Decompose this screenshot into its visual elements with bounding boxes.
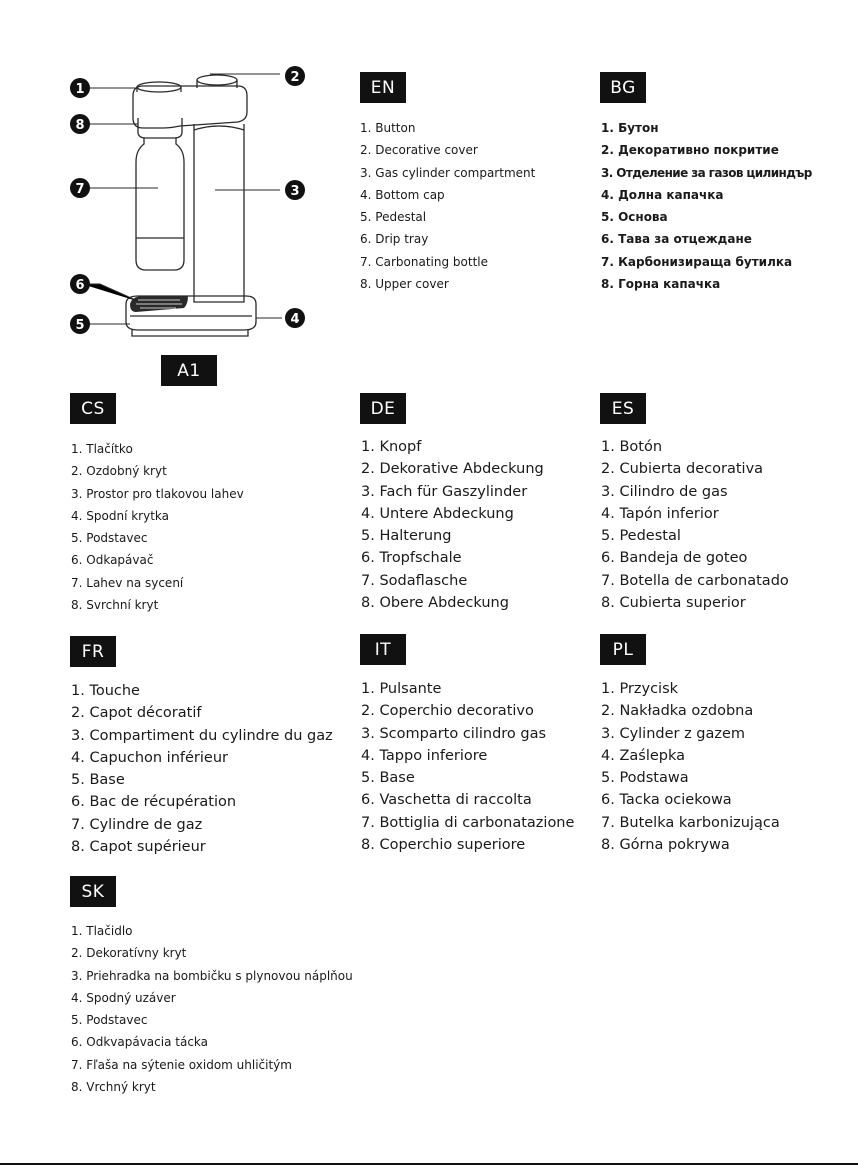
- product-diagram: [60, 60, 320, 350]
- list-item: 6. Tacka ociekowa: [601, 792, 732, 809]
- list-item: 3. Gas cylinder compartment: [360, 165, 536, 180]
- callout-markers: [70, 66, 305, 334]
- list-item: 4. Spodný uzáver: [71, 990, 176, 1005]
- list-item: 3. Cylinder z gazem: [601, 725, 746, 742]
- list-item: 5. Halterung: [361, 528, 452, 545]
- list-item: 4. Spodní krytka: [71, 508, 169, 523]
- section-tag-fr: FR: [70, 636, 116, 667]
- section-tag-es: ES: [600, 393, 646, 424]
- list-item: 8. Obere Abdeckung: [361, 595, 509, 612]
- list-item: 3. Priehradka na bombičku s plynovou náplňou: [71, 968, 353, 983]
- parts-list-fr: [71, 680, 333, 858]
- figure-label: A1: [161, 355, 217, 386]
- list-item: 6. Vaschetta di raccolta: [361, 792, 532, 809]
- list-item: 7. Botella de carbonatado: [601, 572, 789, 589]
- list-item: 3. Prostor pro tlakovou lahev: [71, 486, 244, 501]
- callout-4-label: 4: [290, 312, 300, 327]
- parts-list-es: [601, 436, 789, 614]
- callout-3-label: 3: [290, 184, 300, 199]
- list-item: 2. Nakładka ozdobna: [601, 703, 754, 720]
- list-item: 8. Svrchní kryt: [71, 598, 159, 613]
- list-item: 5. Pedestal: [360, 210, 427, 225]
- list-item: 2. Coperchio decorativo: [361, 703, 534, 720]
- list-item: 1. Przycisk: [601, 681, 679, 697]
- list-item: 6. Drip tray: [360, 232, 429, 247]
- list-item: 3. Compartiment du cylindre du gaz: [71, 727, 333, 744]
- parts-list-sk: [71, 920, 353, 1098]
- list-item: 1. Pulsante: [361, 681, 442, 697]
- parts-list-pl: [601, 678, 780, 856]
- cylinder-column-shape: [194, 124, 244, 302]
- list-item: 2. Декоративно покритие: [601, 143, 779, 158]
- callout-5-label: 5: [75, 318, 85, 333]
- list-item: 1. Knopf: [361, 439, 422, 455]
- list-item: 6. Odkvapávacia tácka: [71, 1035, 209, 1050]
- list-item: 4. Capuchon inférieur: [71, 749, 228, 766]
- list-item: 5. Base: [361, 770, 415, 787]
- button-left-shape: [137, 82, 181, 92]
- list-item: 7. Sodaflasche: [361, 572, 468, 589]
- list-item: 3. Fach für Gaszylinder: [361, 483, 528, 500]
- list-item: 8. Upper cover: [360, 277, 449, 292]
- parts-list-it: [361, 678, 574, 856]
- list-item: 2. Cubierta decorativa: [601, 461, 764, 478]
- list-item: 7. Карбонизираща бутилка: [601, 254, 793, 269]
- list-item: 4. Bottom cap: [360, 187, 445, 202]
- list-item: 2. Dekorative Abdeckung: [361, 461, 544, 478]
- list-item: 8. Vrchný kryt: [71, 1080, 156, 1095]
- list-item: 5. Основа: [601, 210, 668, 225]
- list-item: 3. Отделение за газов цилиндър: [601, 165, 812, 180]
- list-item: 4. Untere Abdeckung: [361, 505, 514, 522]
- list-item: 5. Pedestal: [601, 528, 681, 545]
- list-item: 7. Cylindre de gaz: [71, 816, 203, 833]
- list-item: 5. Podstawa: [601, 770, 689, 787]
- list-item: 7. Carbonating bottle: [360, 254, 489, 269]
- page-bottom-rule: [0, 1163, 858, 1165]
- list-item: 6. Bandeja de goteo: [601, 550, 748, 567]
- list-item: 8. Capot supérieur: [71, 839, 206, 856]
- list-item: 7. Bottiglia di carbonatazione: [361, 814, 575, 831]
- list-item: 2. Ozdobný kryt: [71, 464, 167, 479]
- callout-7-label: 7: [75, 182, 85, 197]
- list-item: 4. Долна капачка: [601, 187, 724, 202]
- callout-2-label: 2: [290, 70, 300, 85]
- callout-8-label: 8: [75, 118, 85, 133]
- parts-list-en: [360, 117, 535, 295]
- list-item: 8. Górna pokrywa: [601, 837, 730, 854]
- list-item: 1. Бутон: [601, 121, 659, 135]
- section-tag-en: EN: [360, 72, 406, 103]
- list-item: 6. Tropfschale: [361, 550, 462, 567]
- list-item: 4. Tapón inferior: [601, 505, 719, 522]
- list-item: 1. Button: [360, 121, 416, 135]
- list-item: 7. Fľaša na sýtenie oxidom uhličitým: [71, 1057, 292, 1072]
- list-item: 8. Cubierta superior: [601, 595, 746, 612]
- section-tag-bg: BG: [600, 72, 646, 103]
- section-tag-cs: CS: [70, 393, 116, 424]
- list-item: 2. Dekoratívny kryt: [71, 946, 187, 961]
- callout-1-label: 1: [75, 82, 85, 97]
- list-item: 1. Botón: [601, 439, 663, 455]
- bottle-shape: [136, 138, 184, 270]
- list-item: 2. Decorative cover: [360, 143, 478, 158]
- list-item: 3. Cilindro de gas: [601, 483, 728, 500]
- list-item: 5. Podstavec: [71, 531, 148, 546]
- list-item: 6. Bac de récupération: [71, 794, 237, 811]
- section-tag-sk: SK: [70, 876, 116, 907]
- list-item: 8. Coperchio superiore: [361, 837, 526, 854]
- list-item: 4. Zaślepka: [601, 747, 685, 764]
- section-tag-it: IT: [360, 634, 406, 665]
- list-item: 6. Тава за отцеждане: [601, 232, 752, 247]
- list-item: 8. Горна капачка: [601, 277, 721, 292]
- list-item: 1. Tlačítko: [71, 442, 133, 456]
- list-item: 7. Butelka karbonizująca: [601, 814, 780, 831]
- list-item: 2. Capot décoratif: [71, 705, 202, 722]
- list-item: 5. Base: [71, 772, 125, 789]
- parts-list-de: [361, 436, 544, 614]
- list-item: 4. Tappo inferiore: [361, 747, 488, 764]
- section-tag-pl: PL: [600, 634, 646, 665]
- list-item: 7. Lahev na sycení: [71, 575, 184, 590]
- list-item: 1. Touche: [71, 683, 140, 699]
- callout-6-label: 6: [75, 278, 85, 293]
- list-item: 6. Odkapávač: [71, 553, 154, 568]
- list-item: 5. Podstavec: [71, 1013, 148, 1028]
- list-item: 3. Scomparto cilindro gas: [361, 725, 547, 742]
- section-tag-de: DE: [360, 393, 406, 424]
- parts-list-cs: [71, 438, 244, 616]
- parts-list-bg: [601, 117, 812, 295]
- button-right-shape: [197, 75, 237, 85]
- head-unit: [133, 86, 247, 128]
- list-item: 1. Tlačidlo: [71, 924, 133, 938]
